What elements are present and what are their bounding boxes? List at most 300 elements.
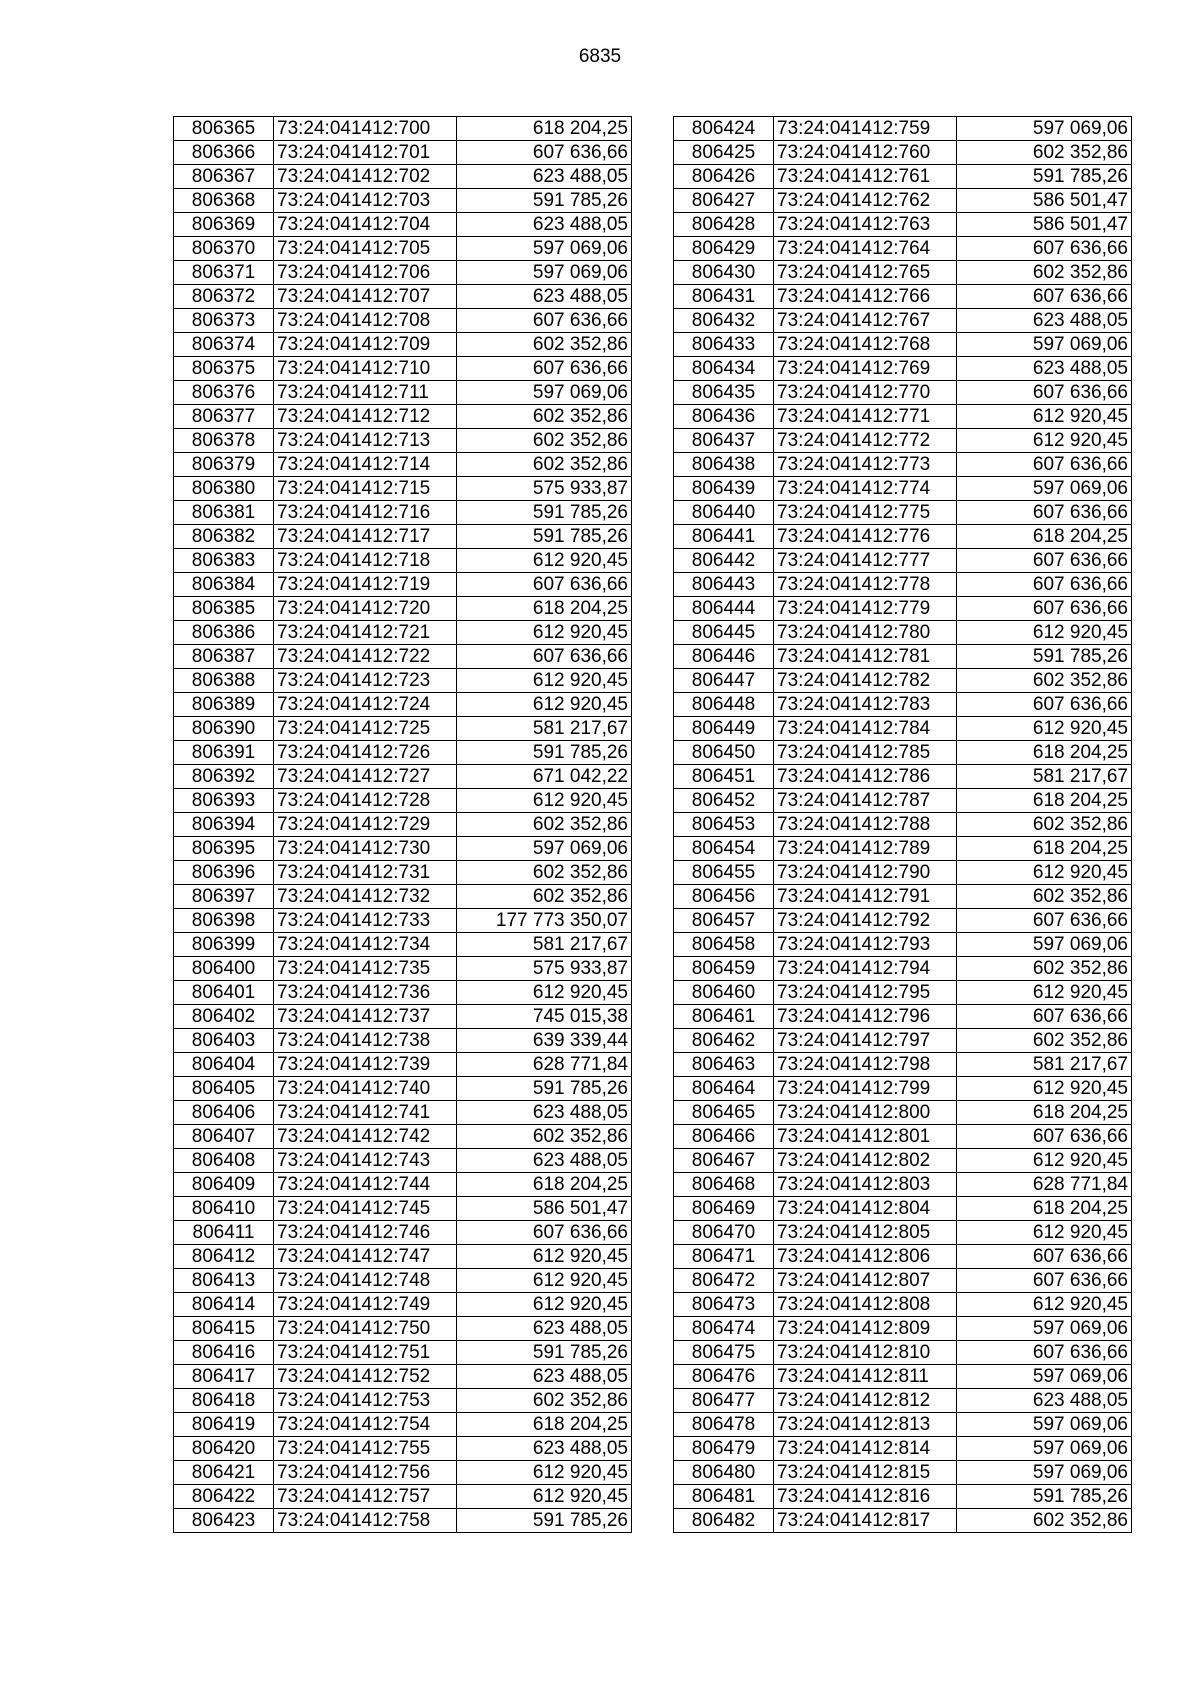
- cadastral-number-cell: 73:24:041412:795: [774, 981, 957, 1005]
- record-number-cell: 806466: [674, 1125, 774, 1149]
- record-number-cell: 806452: [674, 789, 774, 813]
- table-row: [674, 813, 1132, 837]
- table-row: [674, 141, 1132, 165]
- cadastral-number-cell: 73:24:041412:705: [274, 237, 457, 261]
- table-row: [674, 189, 1132, 213]
- cadastral-number-cell: 73:24:041412:762: [774, 189, 957, 213]
- record-number-cell: 806396: [174, 861, 274, 885]
- table-row: [674, 933, 1132, 957]
- record-number-cell: 806444: [674, 597, 774, 621]
- cadastral-number-cell: 73:24:041412:801: [774, 1125, 957, 1149]
- record-number-cell: 806368: [174, 189, 274, 213]
- value-cell: 597 069,06: [457, 837, 632, 861]
- record-number-cell: 806457: [674, 909, 774, 933]
- value-cell: 602 352,86: [457, 1125, 632, 1149]
- value-cell: 602 352,86: [457, 1389, 632, 1413]
- record-number-cell: 806372: [174, 285, 274, 309]
- cadastral-number-cell: 73:24:041412:788: [774, 813, 957, 837]
- table-body: [674, 117, 1132, 1533]
- record-number-cell: 806373: [174, 309, 274, 333]
- table-row: [174, 549, 632, 573]
- table-row: [174, 1461, 632, 1485]
- cadastral-number-cell: 73:24:041412:744: [274, 1173, 457, 1197]
- record-number-cell: 806412: [174, 1245, 274, 1269]
- table-row: [174, 861, 632, 885]
- record-number-cell: 806416: [174, 1341, 274, 1365]
- value-cell: 597 069,06: [957, 1317, 1132, 1341]
- table-row: [174, 477, 632, 501]
- record-number-cell: 806472: [674, 1269, 774, 1293]
- table-row: [674, 1293, 1132, 1317]
- value-cell: 602 352,86: [457, 813, 632, 837]
- cadastral-number-cell: 73:24:041412:757: [274, 1485, 457, 1509]
- value-cell: 591 785,26: [957, 645, 1132, 669]
- value-cell: 607 636,66: [957, 1125, 1132, 1149]
- value-cell: 597 069,06: [957, 1461, 1132, 1485]
- record-number-cell: 806454: [674, 837, 774, 861]
- cadastral-number-cell: 73:24:041412:776: [774, 525, 957, 549]
- cadastral-number-cell: 73:24:041412:743: [274, 1149, 457, 1173]
- record-number-cell: 806403: [174, 1029, 274, 1053]
- cadastral-number-cell: 73:24:041412:780: [774, 621, 957, 645]
- cadastral-number-cell: 73:24:041412:763: [774, 213, 957, 237]
- cadastral-number-cell: 73:24:041412:747: [274, 1245, 457, 1269]
- value-cell: 597 069,06: [957, 1437, 1132, 1461]
- table-row: [174, 885, 632, 909]
- record-number-cell: 806478: [674, 1413, 774, 1437]
- value-cell: 612 920,45: [957, 717, 1132, 741]
- record-number-cell: 806455: [674, 861, 774, 885]
- value-cell: 607 636,66: [957, 1245, 1132, 1269]
- record-number-cell: 806404: [174, 1053, 274, 1077]
- value-cell: 618 204,25: [957, 1101, 1132, 1125]
- cadastral-number-cell: 73:24:041412:813: [774, 1413, 957, 1437]
- record-number-cell: 806392: [174, 765, 274, 789]
- cadastral-number-cell: 73:24:041412:793: [774, 933, 957, 957]
- table-row: [174, 1437, 632, 1461]
- table-row: [674, 909, 1132, 933]
- value-cell: 612 920,45: [957, 621, 1132, 645]
- table-row: [674, 573, 1132, 597]
- cadastral-number-cell: 73:24:041412:729: [274, 813, 457, 837]
- value-cell: 591 785,26: [457, 189, 632, 213]
- value-cell: 618 204,25: [957, 741, 1132, 765]
- record-number-cell: 806407: [174, 1125, 274, 1149]
- value-cell: 607 636,66: [457, 573, 632, 597]
- value-cell: 628 771,84: [457, 1053, 632, 1077]
- record-number-cell: 806414: [174, 1293, 274, 1317]
- cadastral-number-cell: 73:24:041412:749: [274, 1293, 457, 1317]
- record-number-cell: 806437: [674, 429, 774, 453]
- cadastral-number-cell: 73:24:041412:774: [774, 477, 957, 501]
- table-row: [174, 837, 632, 861]
- table-row: [674, 765, 1132, 789]
- record-number-cell: 806430: [674, 261, 774, 285]
- table-row: [674, 1509, 1132, 1533]
- table-row: [674, 453, 1132, 477]
- cadastral-number-cell: 73:24:041412:803: [774, 1173, 957, 1197]
- cadastral-number-cell: 73:24:041412:748: [274, 1269, 457, 1293]
- value-cell: 607 636,66: [957, 237, 1132, 261]
- value-cell: 591 785,26: [457, 741, 632, 765]
- table-row: [674, 1149, 1132, 1173]
- value-cell: 602 352,86: [457, 405, 632, 429]
- table-row: [174, 1029, 632, 1053]
- cadastral-number-cell: 73:24:041412:740: [274, 1077, 457, 1101]
- cadastral-number-cell: 73:24:041412:791: [774, 885, 957, 909]
- table-row: [174, 645, 632, 669]
- record-number-cell: 806406: [174, 1101, 274, 1125]
- cadastral-number-cell: 73:24:041412:759: [774, 117, 957, 141]
- table-row: [674, 669, 1132, 693]
- record-number-cell: 806441: [674, 525, 774, 549]
- value-cell: 607 636,66: [957, 1341, 1132, 1365]
- table-row: [674, 1269, 1132, 1293]
- cadastral-number-cell: 73:24:041412:800: [774, 1101, 957, 1125]
- table-row: [174, 621, 632, 645]
- cadastral-number-cell: 73:24:041412:812: [774, 1389, 957, 1413]
- value-cell: 602 352,86: [957, 885, 1132, 909]
- value-cell: 575 933,87: [457, 957, 632, 981]
- cadastral-number-cell: 73:24:041412:716: [274, 501, 457, 525]
- record-number-cell: 806434: [674, 357, 774, 381]
- value-cell: 671 042,22: [457, 765, 632, 789]
- cadastral-number-cell: 73:24:041412:786: [774, 765, 957, 789]
- value-cell: 575 933,87: [457, 477, 632, 501]
- value-cell: 618 204,25: [457, 597, 632, 621]
- record-number-cell: 806460: [674, 981, 774, 1005]
- cadastral-number-cell: 73:24:041412:756: [274, 1461, 457, 1485]
- value-cell: 612 920,45: [457, 693, 632, 717]
- record-number-cell: 806380: [174, 477, 274, 501]
- value-cell: 597 069,06: [957, 1413, 1132, 1437]
- record-number-cell: 806463: [674, 1053, 774, 1077]
- value-cell: 177 773 350,07: [457, 909, 632, 933]
- record-number-cell: 806388: [174, 669, 274, 693]
- value-cell: 602 352,86: [957, 141, 1132, 165]
- table-row: [174, 1293, 632, 1317]
- table-row: [174, 189, 632, 213]
- table-row: [674, 165, 1132, 189]
- value-cell: 612 920,45: [457, 1293, 632, 1317]
- cadastral-number-cell: 73:24:041412:766: [774, 285, 957, 309]
- table-row: [674, 789, 1132, 813]
- value-cell: 607 636,66: [957, 381, 1132, 405]
- record-number-cell: 806411: [174, 1221, 274, 1245]
- table-row: [174, 1269, 632, 1293]
- table-row: [674, 693, 1132, 717]
- record-number-cell: 806410: [174, 1197, 274, 1221]
- value-cell: 623 488,05: [457, 1365, 632, 1389]
- registry-table-left: [173, 116, 632, 1533]
- record-number-cell: 806433: [674, 333, 774, 357]
- record-number-cell: 806375: [174, 357, 274, 381]
- table-row: [674, 117, 1132, 141]
- cadastral-number-cell: 73:24:041412:718: [274, 549, 457, 573]
- record-number-cell: 806408: [174, 1149, 274, 1173]
- record-number-cell: 806367: [174, 165, 274, 189]
- cadastral-number-cell: 73:24:041412:789: [774, 837, 957, 861]
- value-cell: 602 352,86: [457, 333, 632, 357]
- table-row: [674, 1341, 1132, 1365]
- table-row: [674, 597, 1132, 621]
- cadastral-number-cell: 73:24:041412:715: [274, 477, 457, 501]
- table-row: [674, 837, 1132, 861]
- table-row: [674, 1413, 1132, 1437]
- record-number-cell: 806450: [674, 741, 774, 765]
- cadastral-number-cell: 73:24:041412:811: [774, 1365, 957, 1389]
- record-number-cell: 806418: [174, 1389, 274, 1413]
- table-row: [674, 1173, 1132, 1197]
- cadastral-number-cell: 73:24:041412:707: [274, 285, 457, 309]
- table-row: [674, 309, 1132, 333]
- table-row: [674, 1461, 1132, 1485]
- table-row: [674, 717, 1132, 741]
- cadastral-number-cell: 73:24:041412:782: [774, 669, 957, 693]
- table-row: [174, 1005, 632, 1029]
- cadastral-number-cell: 73:24:041412:746: [274, 1221, 457, 1245]
- record-number-cell: 806432: [674, 309, 774, 333]
- record-number-cell: 806464: [674, 1077, 774, 1101]
- cadastral-number-cell: 73:24:041412:732: [274, 885, 457, 909]
- record-number-cell: 806467: [674, 1149, 774, 1173]
- table-row: [174, 693, 632, 717]
- record-number-cell: 806480: [674, 1461, 774, 1485]
- cadastral-number-cell: 73:24:041412:745: [274, 1197, 457, 1221]
- cadastral-number-cell: 73:24:041412:727: [274, 765, 457, 789]
- record-number-cell: 806384: [174, 573, 274, 597]
- cadastral-number-cell: 73:24:041412:704: [274, 213, 457, 237]
- record-number-cell: 806451: [674, 765, 774, 789]
- table-row: [674, 1317, 1132, 1341]
- cadastral-number-cell: 73:24:041412:734: [274, 933, 457, 957]
- value-cell: 602 352,86: [957, 813, 1132, 837]
- table-row: [674, 477, 1132, 501]
- cadastral-number-cell: 73:24:041412:709: [274, 333, 457, 357]
- record-number-cell: 806382: [174, 525, 274, 549]
- cadastral-number-cell: 73:24:041412:706: [274, 261, 457, 285]
- table-row: [674, 741, 1132, 765]
- record-number-cell: 806391: [174, 741, 274, 765]
- value-cell: 597 069,06: [457, 381, 632, 405]
- cadastral-number-cell: 73:24:041412:738: [274, 1029, 457, 1053]
- cadastral-number-cell: 73:24:041412:741: [274, 1101, 457, 1125]
- cadastral-number-cell: 73:24:041412:728: [274, 789, 457, 813]
- record-number-cell: 806365: [174, 117, 274, 141]
- value-cell: 618 204,25: [957, 525, 1132, 549]
- record-number-cell: 806428: [674, 213, 774, 237]
- cadastral-number-cell: 73:24:041412:781: [774, 645, 957, 669]
- record-number-cell: 806429: [674, 237, 774, 261]
- value-cell: 618 204,25: [957, 1197, 1132, 1221]
- cadastral-number-cell: 73:24:041412:814: [774, 1437, 957, 1461]
- value-cell: 612 920,45: [957, 861, 1132, 885]
- value-cell: 607 636,66: [457, 645, 632, 669]
- cadastral-number-cell: 73:24:041412:784: [774, 717, 957, 741]
- record-number-cell: 806399: [174, 933, 274, 957]
- table-row: [674, 357, 1132, 381]
- cadastral-number-cell: 73:24:041412:815: [774, 1461, 957, 1485]
- cadastral-number-cell: 73:24:041412:804: [774, 1197, 957, 1221]
- table-row: [174, 1077, 632, 1101]
- table-row: [174, 717, 632, 741]
- cadastral-number-cell: 73:24:041412:724: [274, 693, 457, 717]
- value-cell: 586 501,47: [957, 213, 1132, 237]
- record-number-cell: 806477: [674, 1389, 774, 1413]
- record-number-cell: 806470: [674, 1221, 774, 1245]
- cadastral-number-cell: 73:24:041412:736: [274, 981, 457, 1005]
- value-cell: 581 217,67: [457, 717, 632, 741]
- record-number-cell: 806393: [174, 789, 274, 813]
- cadastral-number-cell: 73:24:041412:799: [774, 1077, 957, 1101]
- value-cell: 612 920,45: [457, 621, 632, 645]
- cadastral-number-cell: 73:24:041412:779: [774, 597, 957, 621]
- record-number-cell: 806481: [674, 1485, 774, 1509]
- value-cell: 581 217,67: [957, 1053, 1132, 1077]
- cadastral-number-cell: 73:24:041412:807: [774, 1269, 957, 1293]
- table-row: [674, 525, 1132, 549]
- table-row: [174, 357, 632, 381]
- value-cell: 612 920,45: [457, 669, 632, 693]
- table-row: [174, 381, 632, 405]
- record-number-cell: 806442: [674, 549, 774, 573]
- cadastral-number-cell: 73:24:041412:802: [774, 1149, 957, 1173]
- table-row: [674, 237, 1132, 261]
- value-cell: 623 488,05: [457, 285, 632, 309]
- value-cell: 612 920,45: [457, 1245, 632, 1269]
- table-row: [174, 765, 632, 789]
- record-number-cell: 806371: [174, 261, 274, 285]
- cadastral-number-cell: 73:24:041412:735: [274, 957, 457, 981]
- cadastral-number-cell: 73:24:041412:783: [774, 693, 957, 717]
- record-number-cell: 806376: [174, 381, 274, 405]
- record-number-cell: 806377: [174, 405, 274, 429]
- table-row: [674, 1197, 1132, 1221]
- value-cell: 591 785,26: [457, 501, 632, 525]
- table-row: [174, 933, 632, 957]
- cadastral-number-cell: 73:24:041412:755: [274, 1437, 457, 1461]
- value-cell: 602 352,86: [457, 861, 632, 885]
- cadastral-number-cell: 73:24:041412:761: [774, 165, 957, 189]
- cadastral-number-cell: 73:24:041412:721: [274, 621, 457, 645]
- cadastral-number-cell: 73:24:041412:778: [774, 573, 957, 597]
- value-cell: 602 352,86: [957, 669, 1132, 693]
- cadastral-number-cell: 73:24:041412:790: [774, 861, 957, 885]
- value-cell: 612 920,45: [957, 405, 1132, 429]
- cadastral-number-cell: 73:24:041412:717: [274, 525, 457, 549]
- table-row: [174, 1413, 632, 1437]
- value-cell: 612 920,45: [457, 1269, 632, 1293]
- value-cell: 597 069,06: [957, 333, 1132, 357]
- table-row: [174, 405, 632, 429]
- record-number-cell: 806397: [174, 885, 274, 909]
- cadastral-number-cell: 73:24:041412:730: [274, 837, 457, 861]
- cadastral-number-cell: 73:24:041412:700: [274, 117, 457, 141]
- record-number-cell: 806389: [174, 693, 274, 717]
- value-cell: 612 920,45: [957, 1077, 1132, 1101]
- cadastral-number-cell: 73:24:041412:714: [274, 453, 457, 477]
- record-number-cell: 806402: [174, 1005, 274, 1029]
- cadastral-number-cell: 73:24:041412:710: [274, 357, 457, 381]
- value-cell: 591 785,26: [457, 1077, 632, 1101]
- record-number-cell: 806421: [174, 1461, 274, 1485]
- record-number-cell: 806426: [674, 165, 774, 189]
- table-row: [674, 261, 1132, 285]
- table-row: [174, 1125, 632, 1149]
- cadastral-number-cell: 73:24:041412:703: [274, 189, 457, 213]
- record-number-cell: 806398: [174, 909, 274, 933]
- cadastral-number-cell: 73:24:041412:785: [774, 741, 957, 765]
- table-row: [174, 1389, 632, 1413]
- value-cell: 607 636,66: [457, 1221, 632, 1245]
- record-number-cell: 806417: [174, 1365, 274, 1389]
- value-cell: 612 920,45: [957, 1221, 1132, 1245]
- table-row: [174, 1053, 632, 1077]
- cadastral-number-cell: 73:24:041412:750: [274, 1317, 457, 1341]
- table-row: [174, 1341, 632, 1365]
- table-row: [674, 405, 1132, 429]
- table-row: [674, 429, 1132, 453]
- record-number-cell: 806383: [174, 549, 274, 573]
- cadastral-number-cell: 73:24:041412:731: [274, 861, 457, 885]
- value-cell: 618 204,25: [457, 1413, 632, 1437]
- value-cell: 581 217,67: [957, 765, 1132, 789]
- table-row: [174, 1485, 632, 1509]
- record-number-cell: 806439: [674, 477, 774, 501]
- record-number-cell: 806458: [674, 933, 774, 957]
- table-row: [674, 1221, 1132, 1245]
- record-number-cell: 806378: [174, 429, 274, 453]
- table-row: [674, 885, 1132, 909]
- table-row: [174, 501, 632, 525]
- value-cell: 602 352,86: [957, 1509, 1132, 1533]
- record-number-cell: 806427: [674, 189, 774, 213]
- record-number-cell: 806419: [174, 1413, 274, 1437]
- table-row: [674, 957, 1132, 981]
- record-number-cell: 806381: [174, 501, 274, 525]
- value-cell: 602 352,86: [957, 1029, 1132, 1053]
- cadastral-number-cell: 73:24:041412:754: [274, 1413, 457, 1437]
- cadastral-number-cell: 73:24:041412:772: [774, 429, 957, 453]
- record-number-cell: 806479: [674, 1437, 774, 1461]
- record-number-cell: 806438: [674, 453, 774, 477]
- cadastral-number-cell: 73:24:041412:760: [774, 141, 957, 165]
- table-row: [674, 381, 1132, 405]
- cadastral-number-cell: 73:24:041412:796: [774, 1005, 957, 1029]
- registry-table-right: [673, 116, 1132, 1533]
- table-row: [674, 1029, 1132, 1053]
- cadastral-number-cell: 73:24:041412:722: [274, 645, 457, 669]
- cadastral-number-cell: 73:24:041412:725: [274, 717, 457, 741]
- record-number-cell: 806374: [174, 333, 274, 357]
- record-number-cell: 806401: [174, 981, 274, 1005]
- table-row: [174, 1197, 632, 1221]
- value-cell: 628 771,84: [957, 1173, 1132, 1197]
- record-number-cell: 806395: [174, 837, 274, 861]
- value-cell: 607 636,66: [957, 597, 1132, 621]
- record-number-cell: 806369: [174, 213, 274, 237]
- cadastral-number-cell: 73:24:041412:708: [274, 309, 457, 333]
- cadastral-number-cell: 73:24:041412:720: [274, 597, 457, 621]
- value-cell: 602 352,86: [457, 885, 632, 909]
- cadastral-number-cell: 73:24:041412:798: [774, 1053, 957, 1077]
- record-number-cell: 806482: [674, 1509, 774, 1533]
- cadastral-number-cell: 73:24:041412:794: [774, 957, 957, 981]
- cadastral-number-cell: 73:24:041412:809: [774, 1317, 957, 1341]
- table-row: [674, 861, 1132, 885]
- value-cell: 623 488,05: [957, 357, 1132, 381]
- table-row: [674, 621, 1132, 645]
